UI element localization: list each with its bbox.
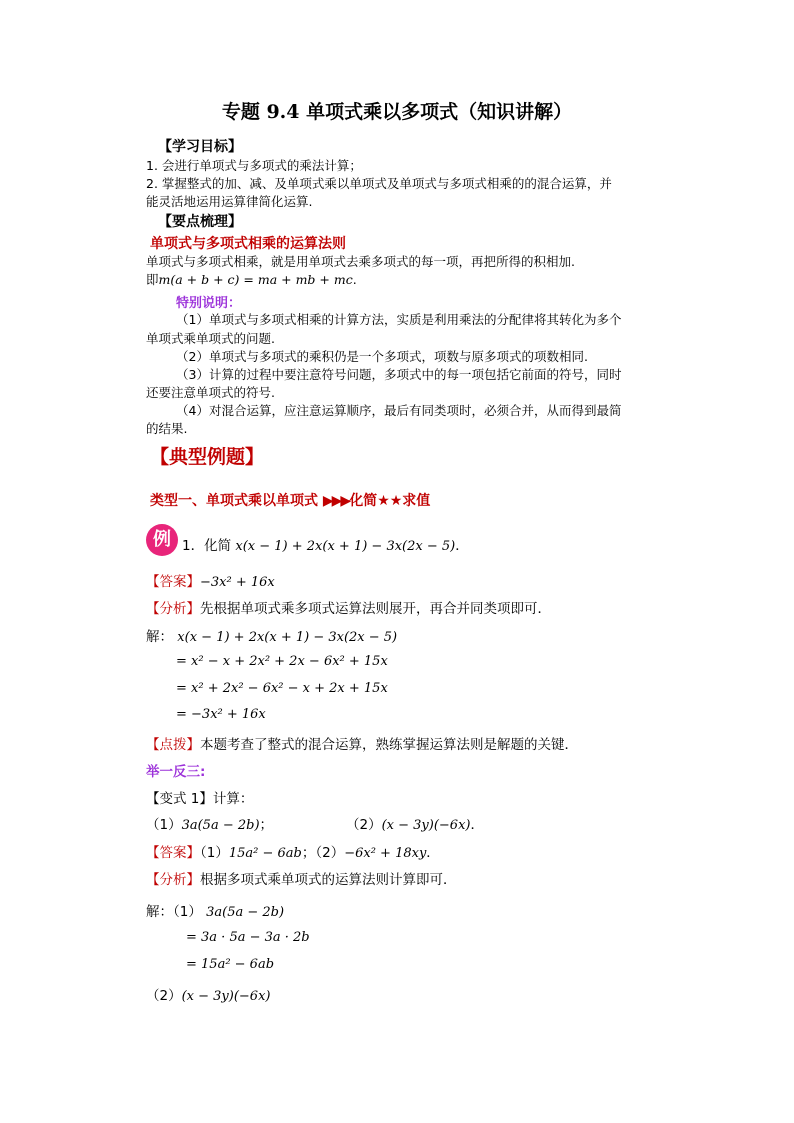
example-1-tip	[146, 733, 578, 753]
example-1-analysis	[146, 597, 551, 617]
page-title: 专题 9.4 单项式乘以多项式（知识讲解）	[221, 101, 573, 123]
variant-label: 【变式 1】计算：	[146, 791, 254, 807]
answer-label: 【答案】	[146, 574, 200, 590]
tip-label: 【点拨】	[146, 737, 200, 753]
solution-step-0: x(x − 1) + 2x(x + 1) − 3x(2x − 5)	[177, 630, 398, 645]
solution-label: 解：	[146, 629, 173, 645]
example-1-question	[182, 534, 469, 554]
q2-number: （2）	[346, 817, 382, 833]
ans1-value: 15a² − 6ab	[228, 846, 302, 861]
type-one-suffix: 求值	[402, 493, 431, 509]
variant-analysis	[146, 868, 457, 888]
variant-sol1-step-0: = 3a · 5a − 3a · 2b	[186, 930, 310, 945]
formula-expression: m(a + b + c) = ma + mb + mc	[158, 272, 353, 287]
study-goal-2-cont: 能灵活地运用运算律简化运算.	[146, 194, 313, 209]
variant-answer	[146, 841, 440, 861]
note-3-cont: 还要注意单项式的符号.	[146, 385, 275, 400]
rule-text: 单项式与多项式相乘，就是用单项式去乘多项式的每一项，再把所得的积相加.	[146, 254, 575, 269]
note-3: （3）计算的过程中要注意符号问题，多项式中的每一项包括它前面的符号，同时	[176, 367, 622, 382]
note-4: （4）对混合运算，应注意运算顺序，最后有同类项时，必须合并，从而得到最简	[176, 403, 622, 418]
ans-separator: ；（2）	[301, 845, 345, 861]
note-1-cont: 单项式乘单项式的问题.	[146, 331, 275, 346]
analysis-label: 【分析】	[146, 601, 200, 617]
study-goal-1: 1. 会进行单项式与多项式的乘法计算；	[146, 158, 362, 173]
example-1-answer	[146, 570, 275, 590]
variant-analysis-label: 【分析】	[146, 872, 200, 888]
variant-sol1-step-1: = 15a² − 6ab	[186, 957, 275, 972]
formula-prefix: 即	[146, 272, 159, 287]
q1-expression: 3a(5a − 2b)	[181, 818, 260, 833]
q2-end: ．	[470, 817, 484, 833]
rule-title: 单项式与多项式相乘的运算法则	[150, 236, 346, 252]
variant-question-1	[146, 813, 273, 833]
note-4-cont: 的结果.	[146, 421, 188, 436]
key-points-heading: 【要点梳理】	[158, 214, 242, 230]
analysis-text: 先根据单项式乘多项式运算法则展开，再合并同类项即可．	[200, 601, 551, 617]
variant-sol1-expression: 3a(5a − 2b)	[206, 905, 285, 920]
variant-solution-label: 解：（1）	[146, 904, 202, 920]
q1-number: （1）	[146, 817, 182, 833]
ans2-value: −6x² + 18xy	[344, 846, 427, 861]
special-notes-heading: 特别说明：	[176, 296, 242, 311]
triple-arrow-icon: ▶▶▶	[322, 493, 350, 509]
variant-heading: 举一反三:	[146, 764, 206, 780]
example-1-expression: x(x − 1) + 2x(x + 1) − 3x(2x − 5)	[235, 539, 456, 554]
variant-sol2-expression: (x − 3y)(−6x)	[181, 989, 271, 1004]
study-goal-2: 2. 掌握整式的加、减、及单项式乘以单项式及单项式与多项式相乘的的混合运算，并	[146, 176, 612, 191]
solution-step-3: = −3x² + 16x	[176, 707, 266, 722]
solution-step-1: = x² − x + 2x² + 2x − 6x² + 15x	[176, 654, 388, 669]
example-1-number: 1．化简	[182, 538, 232, 554]
example-badge-icon: 例	[146, 524, 178, 556]
typical-examples-heading: 【典型例题】	[150, 446, 265, 468]
variant-sol2-number: （2）	[146, 988, 182, 1004]
note-1: （1）单项式与多项式相乘的计算方法，实质是利用乘法的分配律将其转化为多个	[176, 312, 622, 327]
formula-suffix: .	[352, 272, 357, 287]
variant-question-2	[346, 813, 484, 833]
solution-step-2: = x² + 2x² − 6x² − x + 2x + 15x	[176, 681, 388, 696]
study-goals-heading: 【学习目标】	[158, 139, 242, 155]
ans-end: ．	[426, 845, 440, 861]
q2-expression: (x − 3y)(−6x)	[381, 818, 471, 833]
answer-value: −3x² + 16x	[200, 575, 275, 590]
rule-formula	[146, 271, 357, 288]
ans1-number: （1）	[200, 845, 229, 861]
variant-solution-1	[146, 900, 284, 920]
type-one-prefix: 类型一、单项式乘以单项式	[150, 493, 323, 509]
q1-end: ；	[259, 817, 274, 833]
example-1-end: ．	[455, 538, 469, 554]
variant-answer-label: 【答案】	[146, 845, 200, 861]
tip-text: 本题考查了整式的混合运算，熟练掌握运算法则是解题的关键．	[200, 737, 578, 753]
star-icon: ★★	[377, 493, 403, 509]
example-1-solution-start	[146, 625, 397, 645]
note-2: （2）单项式与多项式的乘积仍是一个多项式，项数与原多项式的项数相同.	[176, 349, 588, 364]
variant-solution-2	[146, 984, 270, 1004]
type-one-heading	[150, 490, 430, 510]
type-one-middle: 化简	[349, 493, 378, 509]
variant-analysis-text: 根据多项式乘单项式的运算法则计算即可．	[200, 872, 457, 888]
